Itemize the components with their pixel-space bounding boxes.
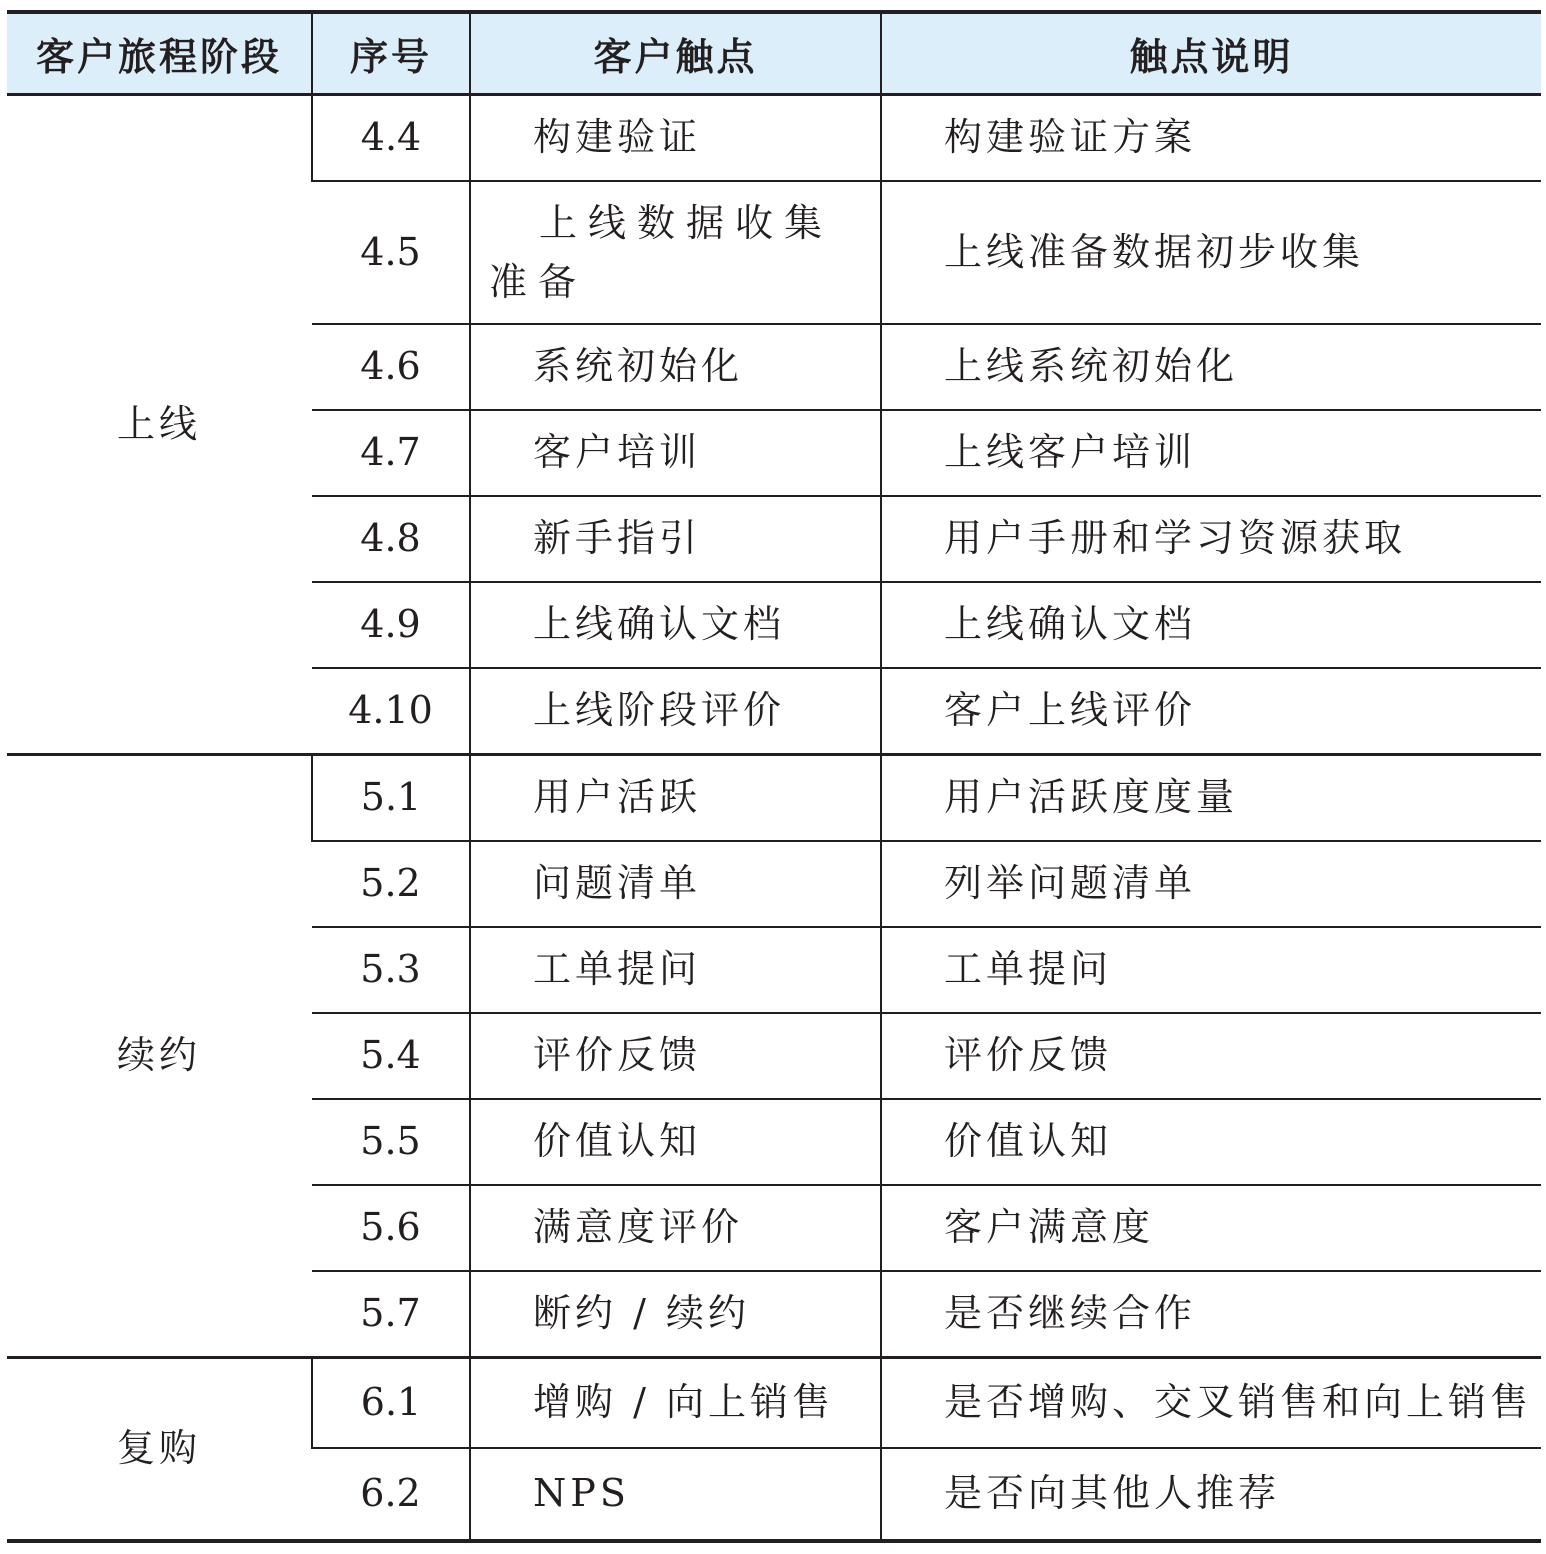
row-number: 4.9 [312, 582, 470, 668]
row-number: 4.4 [312, 95, 470, 182]
touchpoint-cell: 新手指引 [470, 496, 881, 582]
touchpoint-cell: 增购 / 向上销售 [470, 1358, 881, 1449]
touchpoint-cell: 价值认知 [470, 1099, 881, 1185]
description-cell: 上线确认文档 [881, 582, 1541, 668]
description-cell: 是否向其他人推荐 [881, 1448, 1541, 1539]
description-cell: 构建验证方案 [881, 95, 1541, 182]
row-number: 5.1 [312, 755, 470, 842]
stage-cell-online: 上线 [7, 95, 312, 755]
header-touchpoint-description: 触点说明 [881, 14, 1541, 95]
row-number: 5.2 [312, 841, 470, 927]
description-cell: 用户活跃度度量 [881, 755, 1541, 842]
description-cell: 列举问题清单 [881, 841, 1541, 927]
touchpoint-cell: 构建验证 [470, 95, 881, 182]
description-cell: 是否增购、交叉销售和向上销售 [881, 1358, 1541, 1449]
row-number: 4.10 [312, 668, 470, 755]
description-cell: 评价反馈 [881, 1013, 1541, 1099]
table-row [7, 95, 1541, 182]
description-cell: 客户满意度 [881, 1185, 1541, 1271]
touchpoint-cell: 系统初始化 [470, 324, 881, 410]
touchpoint-cell: 评价反馈 [470, 1013, 881, 1099]
description-cell: 上线客户培训 [881, 410, 1541, 496]
row-number: 5.7 [312, 1271, 470, 1358]
touchpoint-cell: 问题清单 [470, 841, 881, 927]
touchpoint-cell: 上线确认文档 [470, 582, 881, 668]
row-number: 5.6 [312, 1185, 470, 1271]
row-number: 5.5 [312, 1099, 470, 1185]
description-cell: 上线系统初始化 [881, 324, 1541, 410]
table-row [7, 755, 1541, 842]
touchpoint-cell: 客户培训 [470, 410, 881, 496]
header-row [7, 14, 1541, 95]
header-touchpoint: 客户触点 [470, 14, 881, 95]
touchpoint-cell: 上线数据收集准备 [470, 181, 881, 324]
stage-cell-renewal: 续约 [7, 755, 312, 1358]
touchpoint-cell: 上线阶段评价 [470, 668, 881, 755]
row-number: 4.7 [312, 410, 470, 496]
customer-journey-touchpoint-table [7, 14, 1541, 1539]
description-cell: 价值认知 [881, 1099, 1541, 1185]
stage-cell-repurchase: 复购 [7, 1358, 312, 1540]
row-number: 6.2 [312, 1448, 470, 1539]
description-cell: 是否继续合作 [881, 1271, 1541, 1358]
row-number: 5.3 [312, 927, 470, 1013]
touchpoint-cell: 断约 / 续约 [470, 1271, 881, 1358]
touchpoint-cell: 用户活跃 [470, 755, 881, 842]
header-journey-stage: 客户旅程阶段 [7, 14, 312, 95]
touchpoint-table-container [7, 10, 1541, 1543]
row-number: 4.5 [312, 181, 470, 324]
row-number: 5.4 [312, 1013, 470, 1099]
row-number: 4.6 [312, 324, 470, 410]
description-cell: 客户上线评价 [881, 668, 1541, 755]
row-number: 6.1 [312, 1358, 470, 1449]
row-number: 4.8 [312, 496, 470, 582]
touchpoint-cell: 工单提问 [470, 927, 881, 1013]
description-cell: 用户手册和学习资源获取 [881, 496, 1541, 582]
description-cell: 工单提问 [881, 927, 1541, 1013]
touchpoint-cell: NPS [470, 1448, 881, 1539]
header-number: 序号 [312, 14, 470, 95]
touchpoint-cell: 满意度评价 [470, 1185, 881, 1271]
description-cell: 上线准备数据初步收集 [881, 181, 1541, 324]
table-row [7, 1358, 1541, 1449]
